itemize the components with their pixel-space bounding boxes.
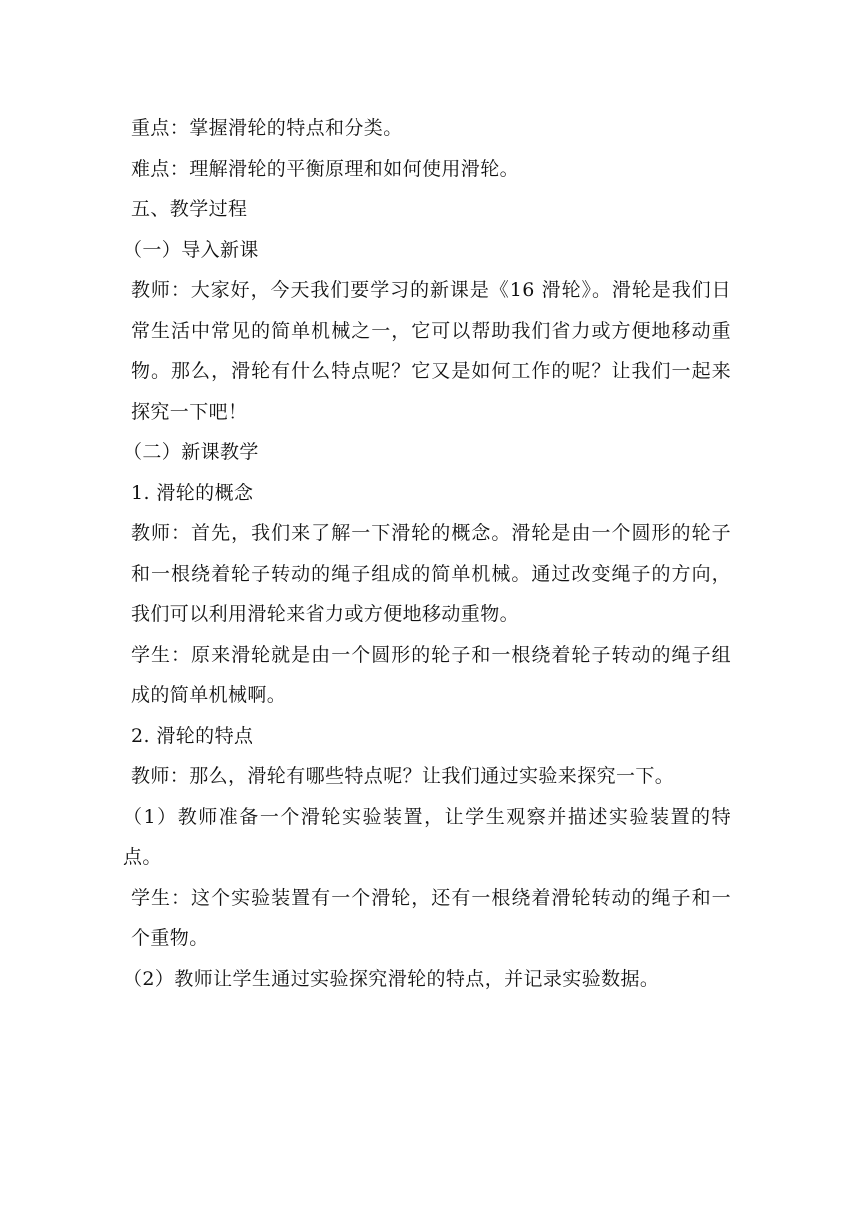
list-item-pulley-features: 2. 滑轮的特点 [131,724,254,747]
paragraph-student-observation: 学生：这个实验装置有一个滑轮，还有一根绕着滑轮转动的绳子和一个重物。 [131,886,731,949]
paragraph-teacher-features: 教师：那么，滑轮有哪些特点呢？让我们通过实验来探究一下。 [131,765,675,787]
section-heading-teaching-process: 五、教学过程 [131,198,248,220]
paragraph-student-concept: 学生：原来滑轮就是由一个圆形的轮子和一根绕着轮子转动的绳子组成的简单机械啊。 [131,643,731,706]
subheading-experiment-record: （2）教师让学生通过实验探究滑轮的特点，并记录实验数据。 [123,967,660,990]
subheading-experiment-setup: （1）教师准备一个滑轮实验装置，让学生观察并描述实验装置的特点。 [123,805,731,868]
paragraph-difficult-point: 难点：理解滑轮的平衡原理和如何使用滑轮。 [131,157,520,180]
subheading-introduction: （一）导入新课 [123,238,259,261]
subheading-new-lesson: （二）新课教学 [123,441,259,463]
paragraph-teacher-intro: 教师：大家好，今天我们要学习的新课是《16 滑轮》。滑轮是我们日常生活中常见的简单机械之一，它可以帮助我们省力或方便地移动重物。那么，滑轮有什么特点呢？它又是如何工作的呢？让我们一起来探究一下吧！ [131,279,731,423]
document-body [123,108,731,999]
paragraph-teacher-concept: 教师：首先，我们来了解一下滑轮的概念。滑轮是由一个圆形的轮子和一根绕着轮子转动的绳子组成的简单机械。通过改变绳子的方向，我们可以利用滑轮来省力或方便地移动重物。 [131,522,731,625]
list-item-pulley-concept: 1. 滑轮的概念 [131,481,254,504]
paragraph-key-point: 重点：掌握滑轮的特点和分类。 [131,117,403,139]
